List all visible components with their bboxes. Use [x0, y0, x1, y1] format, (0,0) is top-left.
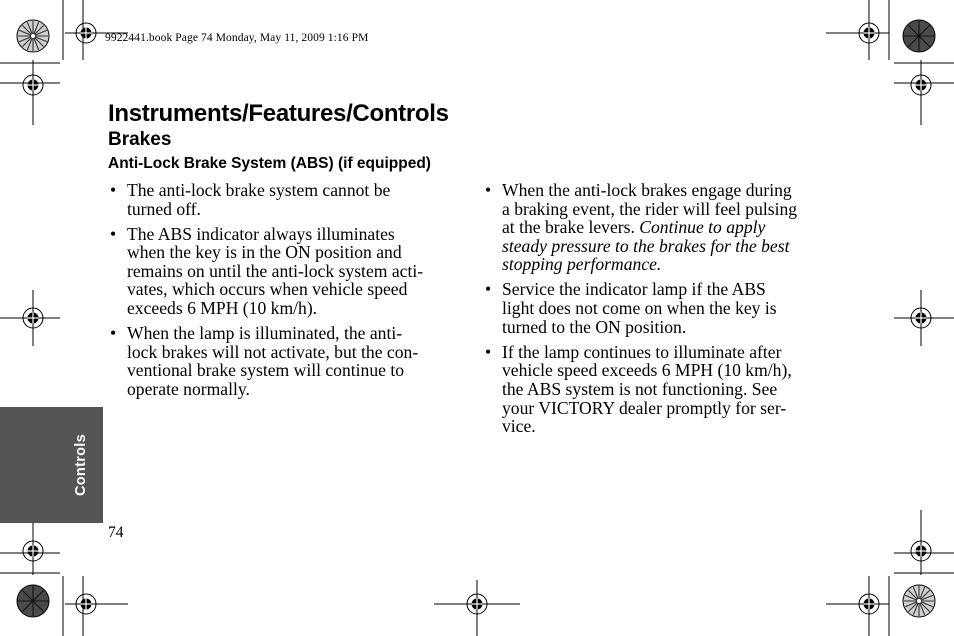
bullet-mark: • [485, 180, 492, 200]
bullet-mark: • [110, 323, 117, 344]
bullet-mark: • [110, 223, 117, 244]
bullet-text-line: The anti-lock brake system cannot be [127, 180, 391, 200]
bullet-text-line: turned to the ON position. [502, 316, 687, 337]
bullet-item [108, 181, 458, 218]
registration-mark-bottom-center [467, 594, 487, 614]
side-tab-label: Controls [73, 433, 89, 497]
bullet-mark: • [485, 341, 492, 362]
bullet-text-line: a braking event, the rider will feel pulsing [502, 198, 798, 219]
bullet-text-line: lock brakes will not activate, but the con- [127, 341, 419, 362]
right-column-list [483, 181, 833, 442]
bullet-item [108, 225, 458, 318]
italic-continuation: Continue to apply [639, 217, 766, 238]
bullet-text-line: operate normally. [127, 378, 250, 399]
left-column-list [108, 181, 458, 405]
color-target-bottom-right [903, 585, 935, 617]
registration-mark-top-left [76, 23, 96, 43]
bullet-text-line: light does not come on when the key is [502, 298, 777, 319]
bullet-item [483, 343, 833, 436]
bullet-text-line: exceeds 6 MPH (10 km/h). [127, 298, 318, 319]
bullet-text-line: turned off. [127, 198, 201, 219]
color-target-top-right [903, 20, 935, 52]
bullet-text-line: ventional brake system will continue to [127, 360, 405, 381]
bullet-text-line: your VICTORY dealer promptly for ser- [502, 397, 787, 418]
registration-mark-bottom-right [859, 594, 879, 614]
registration-mark-right-middle [911, 308, 931, 328]
bullet-text-line: The ABS indicator always illuminates [127, 223, 395, 244]
bullet-text-line: at the brake levers. Continue to apply [502, 217, 766, 238]
bullet-text-line: the ABS system is not functioning. See [502, 378, 778, 399]
bullet-text-line: when the key is in the ON position and [127, 242, 402, 263]
bullet-mark: • [110, 180, 117, 200]
registration-mark-bottom-left [76, 594, 96, 614]
registration-mark-right-upper [911, 75, 931, 95]
bullet-text-line: Service the indicator lamp if the ABS [502, 279, 766, 300]
registration-mark-left-lower [23, 541, 43, 561]
bullet-text-line: steady pressure to the brakes for the best [502, 235, 790, 256]
registration-mark-top-right [859, 23, 879, 43]
color-target-bottom-left [17, 585, 49, 617]
bullet-item [108, 324, 458, 398]
bullet-item [483, 280, 833, 336]
bullet-text-line: vates, which occurs when vehicle speed [127, 279, 408, 300]
bullet-text-line: vehicle speed exceeds 6 MPH (10 km/h), [502, 360, 792, 381]
print-file-header: 9922441.book Page 74 Monday, May 11, 2009 1:16 PM [105, 32, 369, 44]
color-target-top-left [17, 20, 49, 52]
bullet-mark: • [485, 279, 492, 300]
bullet-text-line: vice. [502, 416, 536, 437]
bullet-text-line: stopping performance. [502, 254, 662, 275]
registration-mark-right-lower [911, 541, 931, 561]
page-number: 74 [108, 524, 124, 541]
bullet-text-line: If the lamp continues to illuminate after [502, 341, 782, 362]
registration-mark-left-middle [23, 308, 43, 328]
sub-sub-title-abs: Anti-Lock Brake System (ABS) (if equipped) [108, 155, 431, 172]
registration-mark-left-upper [23, 75, 43, 95]
sub-title-brakes: Brakes [108, 129, 172, 150]
bullet-text-line: When the lamp is illuminated, the anti- [127, 323, 403, 344]
section-title: Instruments/Features/Controls [108, 100, 449, 127]
bullet-item [483, 181, 833, 274]
bullet-text-line: remains on until the anti-lock system acti- [127, 260, 424, 281]
bullet-text-line: When the anti-lock brakes engage during [502, 180, 792, 200]
